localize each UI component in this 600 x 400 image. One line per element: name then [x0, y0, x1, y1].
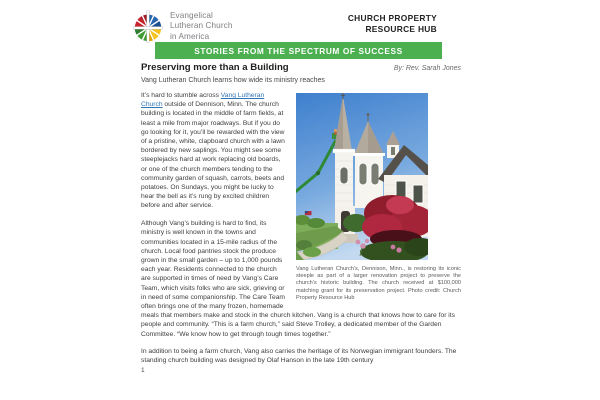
article-body: [141, 62, 461, 374]
success-stories-banner: STORIES FROM THE SPECTRUM OF SUCCESS: [155, 42, 442, 59]
article-subtitle: Vang Lutheran Church learns how wide its ministry reaches: [141, 77, 325, 84]
paragraph-text: outside of Dennison, Minn. The church building is located in the middle of farm fields, at least a mile from major roadways. But if you do go looking for it, you’ll be rewarded with the view of a pristine, white, clapboard church with a lawn bordered by new saplings. You might see some steeplejacks hard at work replacing old boards, or one of the church members tending to the community garden of squash, carrots, beets and potatoes. On Sundays, you might be lucky to hear the bell as it’s rung by excited children before and after service.: [141, 101, 285, 210]
photo-caption: Vang Lutheran Church’s, Dennison, Minn., is restoring its iconic steeple as part of a larger renovation project to preserve the church’s historic building. The church received at $100,000 matching grant for its preservation project. Photo credit: Church Property Resource Hub: [296, 266, 461, 301]
org-name-line: in America: [170, 31, 210, 41]
article-photo-figure: [291, 93, 461, 302]
hub-title-line: RESOURCE HUB: [365, 24, 437, 34]
paragraph-text: It’s hard to stumble across: [141, 92, 221, 99]
hub-title-line: CHURCH PROPERTY: [347, 13, 437, 23]
church-steeple-restoration-photo: [296, 93, 428, 260]
vang-lutheran-church-link[interactable]: Vang Lutheran Church: [141, 92, 265, 109]
org-name: [170, 11, 233, 42]
page-number: 1: [141, 367, 145, 374]
article-paragraph-2: Although Vang’s building is hard to find, its ministry is well known in the towns and communities located in a 15-mile radius of the church. Local food pantries stock the produce grown in the small garden – up to 1,000 pounds each year. Residents connected to the church are supported in times of need by Vang’s Care Team, which visits folks who are sick, grieving or in need of some companionship. The Care Team often brings one of the many frozen, homemade meals that members make and stock in the church kitchen. Vang is a church that knows how to care for its people and community. “This is a farm church,” said Steve Trolley, a dedicated member of the Garden Committee. “We know how to get through tough times together.”: [141, 220, 455, 338]
resource-hub-title: [348, 13, 437, 35]
article-paragraph-3: In addition to being a farm church, Vang also carries the heritage of its Norwegian immigrant founders. The standing church building was designed by Olaf Hanson in the late 19th century: [141, 348, 457, 365]
article-byline: By: Rev. Sarah Jones: [393, 65, 461, 72]
org-name-line: Lutheran Church: [170, 21, 233, 31]
article-title: Preserving more than a Building: [141, 62, 289, 73]
org-name-line: Evangelical: [170, 11, 213, 20]
elca-emblem-logo: [131, 9, 165, 43]
